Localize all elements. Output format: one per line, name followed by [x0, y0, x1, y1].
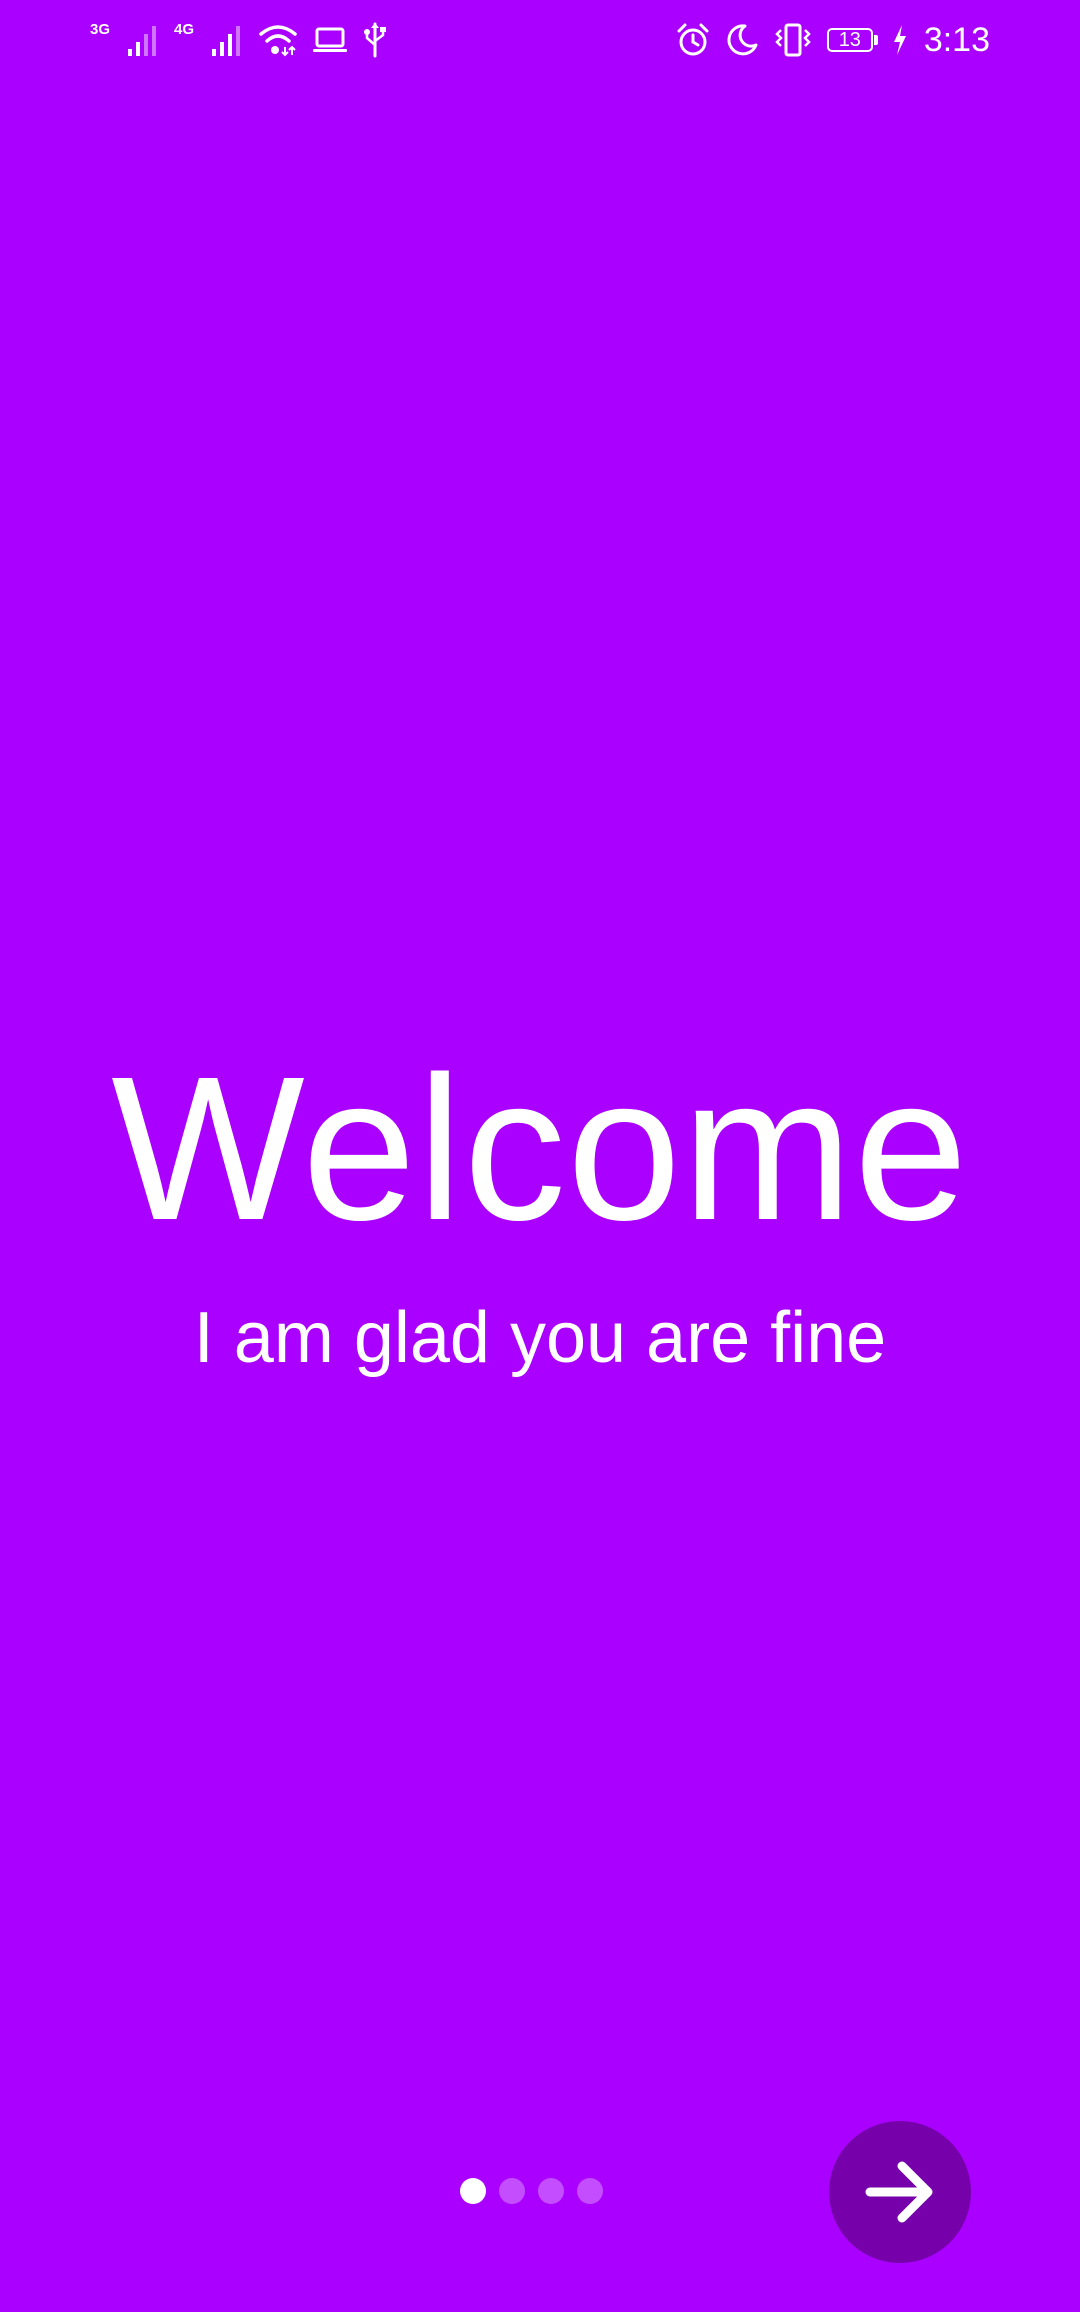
page-dot-3[interactable]	[538, 2178, 564, 2204]
next-button[interactable]	[829, 2121, 971, 2263]
status-time: 3:13	[923, 21, 990, 59]
network-type-2: 4G	[174, 21, 195, 38]
page-title: Welcome	[111, 1034, 969, 1263]
page-dot-1[interactable]	[460, 2178, 486, 2204]
usb-icon	[362, 18, 388, 62]
wifi-icon	[258, 18, 298, 62]
battery-icon	[827, 28, 878, 52]
page-subtitle: I am glad you are fine	[193, 1298, 887, 1378]
status-bar	[0, 0, 1080, 80]
laptop-icon	[312, 18, 348, 62]
vibrate-icon	[773, 18, 813, 62]
battery-level: 13	[827, 28, 873, 52]
page-dot-2[interactable]	[499, 2178, 525, 2204]
charging-icon	[892, 18, 908, 62]
moon-icon	[725, 18, 759, 62]
signal-icon	[210, 18, 244, 62]
status-bar-right	[675, 0, 990, 80]
status-bar-left	[90, 0, 388, 80]
arrow-right-icon	[860, 2152, 940, 2232]
page-dot-4[interactable]	[577, 2178, 603, 2204]
network-type-1: 3G	[90, 21, 111, 38]
page-indicator	[460, 2178, 603, 2204]
alarm-icon	[675, 18, 711, 62]
signal-icon	[126, 18, 160, 62]
